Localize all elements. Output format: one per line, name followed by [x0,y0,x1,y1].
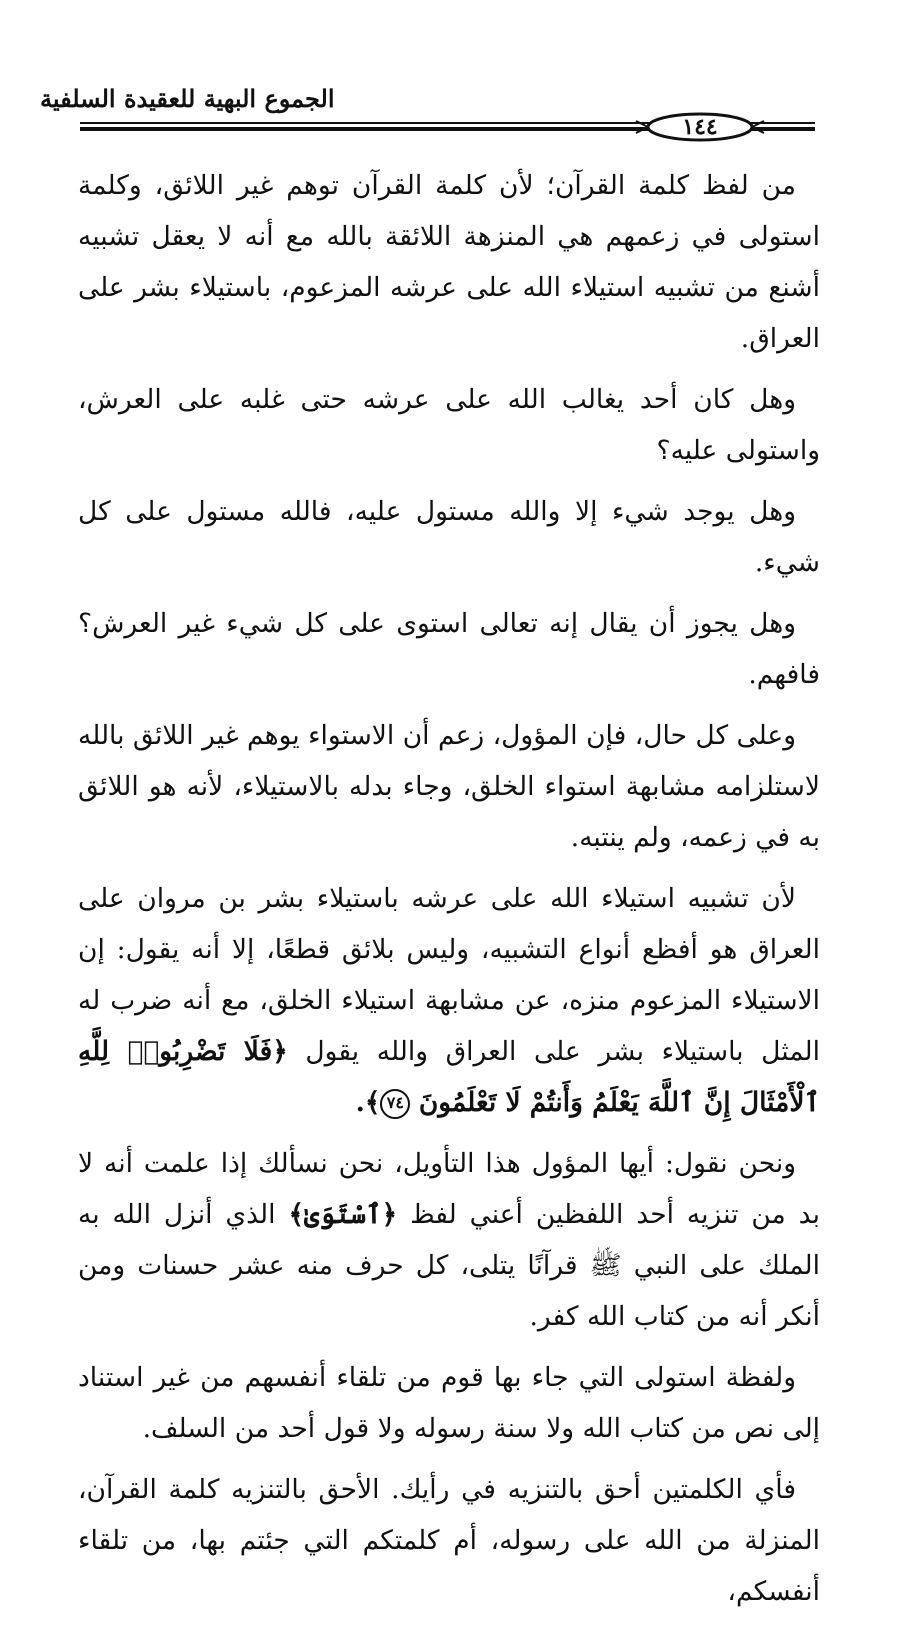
paragraph-7-text-a: ونحن نقول: أيها المؤول هذا التأويل، نحن نسألك إذا علمت أنه لا بد من تنزيه أحد اللفظين أعني لفظ [78,1148,820,1230]
quran-verse: ﴿فَلَا تَضْرِبُوا۟ لِلَّهِ ٱلْأَمْثَالَ إِنَّ ٱللَّهَ يَعْلَمُ وَأَنتُمْ لَا تَعْلَمُونَ [78,1036,820,1118]
paragraph-2: وهل كان أحد يغالب الله على عرشه حتى غلبه على العرش، واستولى عليه؟ [78,384,820,466]
page-body [78,160,820,1627]
paragraph-7-text-b: الذي أنزل الله به الملك على النبي ﷺ قرآنًا يتلى، كل حرف منه عشر حسنات ومن أنكر أنه من كتاب الله كفر. [78,1199,820,1332]
quran-word: ﴿ٱسْتَوَىٰ﴾ [288,1199,398,1230]
paragraph-6 [78,873,820,1128]
paragraph-9: فأي الكلمتين أحق بالتنزيه في رأيك. الأحق بالتنزيه كلمة القرآن، المنزلة من الله على رسوله، أم كلمتكم التي جئتم بها، من تلقاء أنفسكم، [78,1474,820,1607]
paragraph-8: ولفظة استولى التي جاء بها قوم من تلقاء أنفسهم من غير استناد إلى نص من كتاب الله ولا سنة رسوله ولا قول أحد من السلف. [78,1362,820,1444]
ayah-number-mark: ٧٤ [380,1089,410,1119]
paragraph-5: وعلى كل حال، فإن المؤول، زعم أن الاستواء يوهم غير اللائق بالله لاستلزامه مشابهة استواء الخلق، وجاء بدله بالاستيلاء، لأنه هو اللائق به في زعمه، ولم ينتبه. [78,720,820,853]
paragraph-1: من لفظ كلمة القرآن؛ لأن كلمة القرآن توهم غير اللائق، وكلمة استولى في زعمهم هي المنزهة اللائقة بالله مع أنه لا يعقل تشبيه أشنع من تشبيه استيلاء الله على عرشه المزعوم، باستيلاء بشر على العراق. [78,170,820,354]
running-header-title: الجموع البهية للعقيدة السلفية [40,84,335,113]
page-number: ١٤٤ [682,114,718,140]
paragraph-7 [78,1138,820,1342]
paragraph-6-text: لأن تشبيه استيلاء الله على عرشه باستيلاء بشر بن مروان على العراق هو أفظع أنواع التشبيه، وليس بلائق قطعًا، إلا أنه يقول: إن الاستيلاء المزعوم منزه، عن مشابهة استيلاء الخلق، مع أنه ضرب له المثل باستيلاء بشر على العراق والله يقول [78,883,820,1067]
paragraph-4: وهل يجوز أن يقال إنه تعالى استوى على كل شيء غير العرش؟ فافهم. [78,608,820,690]
paragraph-3: وهل يوجد شيء إلا والله مستول عليه، فالله مستول على كل شيء. [78,496,820,578]
quran-verse-close: ﴾. [355,1087,381,1118]
